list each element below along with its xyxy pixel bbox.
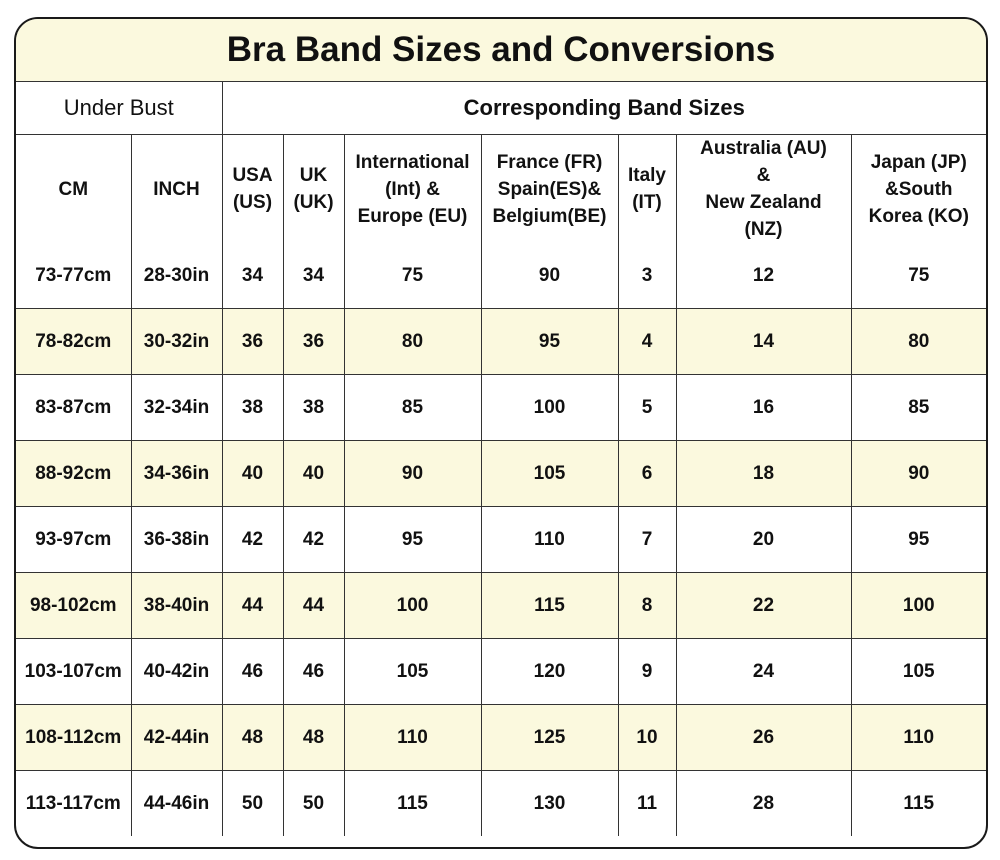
cell-au-nz: 22 [676,573,851,639]
cell-uk: 46 [283,639,344,705]
cell-int-eu: 75 [344,243,481,309]
cell-jp-ko: 100 [851,573,986,639]
cell-inch: 28-30in [131,243,222,309]
cell-it: 10 [618,705,676,771]
col-header-jp-ko: Japan (JP) &South Korea (KO) [851,135,986,244]
column-header-row [16,135,986,244]
col-header-au-nz: Australia (AU) & New Zealand (NZ) [676,135,851,244]
cell-int-eu: 80 [344,309,481,375]
cell-jp-ko: 110 [851,705,986,771]
size-chart-frame [14,17,988,849]
cell-us: 48 [222,705,283,771]
cell-it: 6 [618,441,676,507]
cell-int-eu: 115 [344,771,481,837]
cell-cm: 103-107cm [16,639,131,705]
cell-jp-ko: 115 [851,771,986,837]
col-header-fr-es-be: France (FR) Spain(ES)& Belgium(BE) [481,135,618,244]
table-row [16,573,986,639]
cell-int-eu: 100 [344,573,481,639]
cell-us: 46 [222,639,283,705]
cell-jp-ko: 95 [851,507,986,573]
col-header-cm: CM [16,135,131,244]
cell-fr-es-be: 100 [481,375,618,441]
cell-fr-es-be: 120 [481,639,618,705]
cell-int-eu: 90 [344,441,481,507]
cell-fr-es-be: 95 [481,309,618,375]
cell-inch: 32-34in [131,375,222,441]
cell-fr-es-be: 125 [481,705,618,771]
table-row [16,309,986,375]
cell-it: 3 [618,243,676,309]
cell-uk: 48 [283,705,344,771]
cell-fr-es-be: 105 [481,441,618,507]
cell-cm: 113-117cm [16,771,131,837]
cell-cm: 73-77cm [16,243,131,309]
cell-cm: 83-87cm [16,375,131,441]
cell-cm: 108-112cm [16,705,131,771]
cell-au-nz: 18 [676,441,851,507]
col-header-us: USA (US) [222,135,283,244]
cell-jp-ko: 105 [851,639,986,705]
cell-uk: 42 [283,507,344,573]
cell-uk: 44 [283,573,344,639]
cell-inch: 38-40in [131,573,222,639]
cell-it: 11 [618,771,676,837]
cell-jp-ko: 85 [851,375,986,441]
cell-us: 40 [222,441,283,507]
size-conversion-table [16,82,986,836]
cell-it: 4 [618,309,676,375]
cell-cm: 98-102cm [16,573,131,639]
cell-au-nz: 26 [676,705,851,771]
cell-int-eu: 110 [344,705,481,771]
cell-fr-es-be: 130 [481,771,618,837]
corresponding-band-sizes-header: Corresponding Band Sizes [222,82,986,135]
table-row [16,243,986,309]
col-header-inch: INCH [131,135,222,244]
cell-inch: 40-42in [131,639,222,705]
cell-int-eu: 95 [344,507,481,573]
cell-uk: 38 [283,375,344,441]
table-row [16,507,986,573]
cell-inch: 30-32in [131,309,222,375]
cell-inch: 36-38in [131,507,222,573]
cell-au-nz: 12 [676,243,851,309]
cell-us: 36 [222,309,283,375]
cell-cm: 88-92cm [16,441,131,507]
group-header-row [16,82,986,135]
cell-uk: 36 [283,309,344,375]
under-bust-header: Under Bust [16,82,222,135]
cell-jp-ko: 90 [851,441,986,507]
cell-inch: 42-44in [131,705,222,771]
cell-uk: 50 [283,771,344,837]
cell-jp-ko: 75 [851,243,986,309]
cell-fr-es-be: 90 [481,243,618,309]
cell-us: 44 [222,573,283,639]
cell-it: 7 [618,507,676,573]
cell-jp-ko: 80 [851,309,986,375]
table-row [16,441,986,507]
table-row [16,639,986,705]
cell-uk: 34 [283,243,344,309]
cell-cm: 93-97cm [16,507,131,573]
chart-title: Bra Band Sizes and Conversions [16,19,986,82]
cell-fr-es-be: 115 [481,573,618,639]
cell-au-nz: 24 [676,639,851,705]
col-header-uk: UK (UK) [283,135,344,244]
cell-uk: 40 [283,441,344,507]
cell-us: 50 [222,771,283,837]
table-row [16,771,986,837]
cell-au-nz: 16 [676,375,851,441]
cell-au-nz: 20 [676,507,851,573]
table-row [16,375,986,441]
cell-us: 34 [222,243,283,309]
cell-int-eu: 85 [344,375,481,441]
cell-int-eu: 105 [344,639,481,705]
cell-inch: 34-36in [131,441,222,507]
cell-it: 8 [618,573,676,639]
cell-us: 42 [222,507,283,573]
cell-inch: 44-46in [131,771,222,837]
cell-us: 38 [222,375,283,441]
col-header-int-eu: International (Int) & Europe (EU) [344,135,481,244]
cell-au-nz: 28 [676,771,851,837]
table-row [16,705,986,771]
cell-au-nz: 14 [676,309,851,375]
cell-it: 5 [618,375,676,441]
cell-it: 9 [618,639,676,705]
cell-cm: 78-82cm [16,309,131,375]
col-header-it: Italy (IT) [618,135,676,244]
cell-fr-es-be: 110 [481,507,618,573]
